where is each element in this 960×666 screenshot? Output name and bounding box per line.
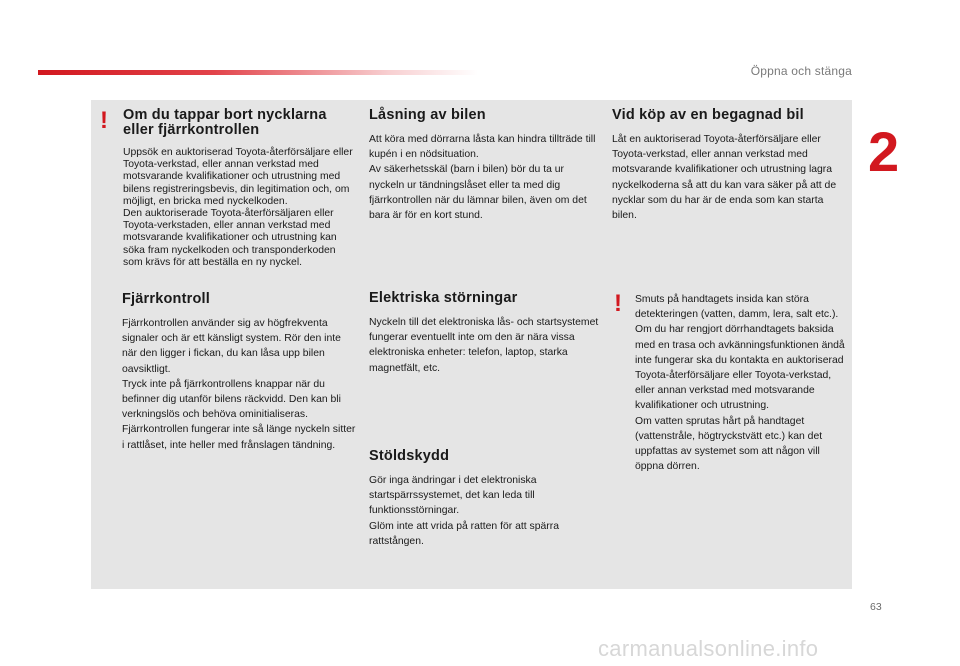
lost-keys-section [123, 108, 355, 269]
antitheft-body: Gör inga ändringar i det elektroniska startspärrssystemet, det kan leda till funktionsstörningar. Glöm inte att vrida på ratten för att spärra rattstången. [369, 475, 560, 547]
interference-body: Nyckeln till det elektroniska lås- och startsystemet fungerar eventuellt inte om den är nära vissa elektroniska enheter: telefon, laptop, starka magnetfält, etc. [369, 317, 599, 374]
chapter-number: 2 [868, 120, 900, 183]
remote-title: Fjärrkontroll [122, 291, 210, 307]
page-number: 63 [870, 601, 882, 613]
handle-warning-section [635, 292, 847, 474]
handle-warning-body: Smuts på handtagets insida kan störa detekteringen (vatten, damm, lera, salt etc.). Om du har rengjort dörrhandtagets baksida med en trasa och avkänningsfunktionen ändå inte fungerar ska du kontakta en auktoriserad Toyota-återförsäljare eller Toyota-verkstad, eller annan verkstad med motsvarande kvalifikationer och utrustning. Om vatten sprutas hårt på handtaget (vattenstråle, högtryckstvätt etc.) kan det uppfattas av systemet som att någon vill öppna dörren. [635, 294, 845, 473]
interference-title: Elektriska störningar [369, 290, 518, 306]
warning-icon: ! [614, 290, 622, 317]
remote-body: Fjärrkontrollen använder sig av högfrekventa signaler och är ett känsligt system. Rör den inte när den ligger i fickan, du kan låsa upp bilen oavsiktligt. Tryck inte på fjärrkontrollens knappar när du befinner dig utanför bilens räckvidd. Den kan bli verkningslös och behöva ominitialiseras. Fjärrkontrollen fungerar inte så länge nyckeln sitter i rattlåset, inte heller med frånslagen tändning. [122, 318, 356, 451]
lost-keys-body: Uppsök en auktoriserad Toyota-återförsäljare eller Toyota-verkstad, eller annan verkstad med motsvarande kvalifikationer och utrustning med bilens registreringsbevis, din legitimation och, om möjligt, en bricka med nyckelkoden. Den auktoriserade Toyota-återförsäljaren eller Toyota-verkstaden, eller annan verkstad med motsvarande kvalifikationer och utrustning kan söka fram nyckelkoden och transponderkoden som krävs för att beställa en ny nyckel. [123, 147, 353, 268]
used-car-section [612, 108, 846, 223]
antitheft-title: Stöldskydd [369, 448, 450, 464]
watermark: carmanualsonline.info [598, 636, 819, 661]
lost-keys-title: Om du tappar bort nycklarna eller fjärrkontrollen [123, 107, 327, 138]
locking-section [369, 108, 597, 223]
warning-icon: ! [100, 107, 108, 134]
locking-body: Att köra med dörrarna låsta kan hindra tillträde till kupén i en nödsituation. Av säkerhetsskäl (barn i bilen) bör du ta ur nyckeln ur tändningslåset eller ta med dig fjärrkontrollen när du lämnar bilen, även om det bara är för en kort stund. [369, 134, 596, 222]
antitheft-section [369, 449, 597, 549]
locking-title: Låsning av bilen [369, 107, 486, 123]
used-car-title: Vid köp av en begagnad bil [612, 107, 804, 123]
used-car-body: Låt en auktoriserad Toyota-återförsäljare eller Toyota-verkstad, eller annan verkstad med motsvarande kvalifikationer och utrustning lagra nyckelkoderna så att du kan vara säker på att de nycklar som du har är de enda som kan starta bilen. [612, 134, 837, 222]
interference-section [369, 291, 601, 376]
remote-section [122, 292, 356, 453]
section-title: Öppna och stänga [750, 64, 852, 78]
header-accent-bar [38, 70, 478, 75]
